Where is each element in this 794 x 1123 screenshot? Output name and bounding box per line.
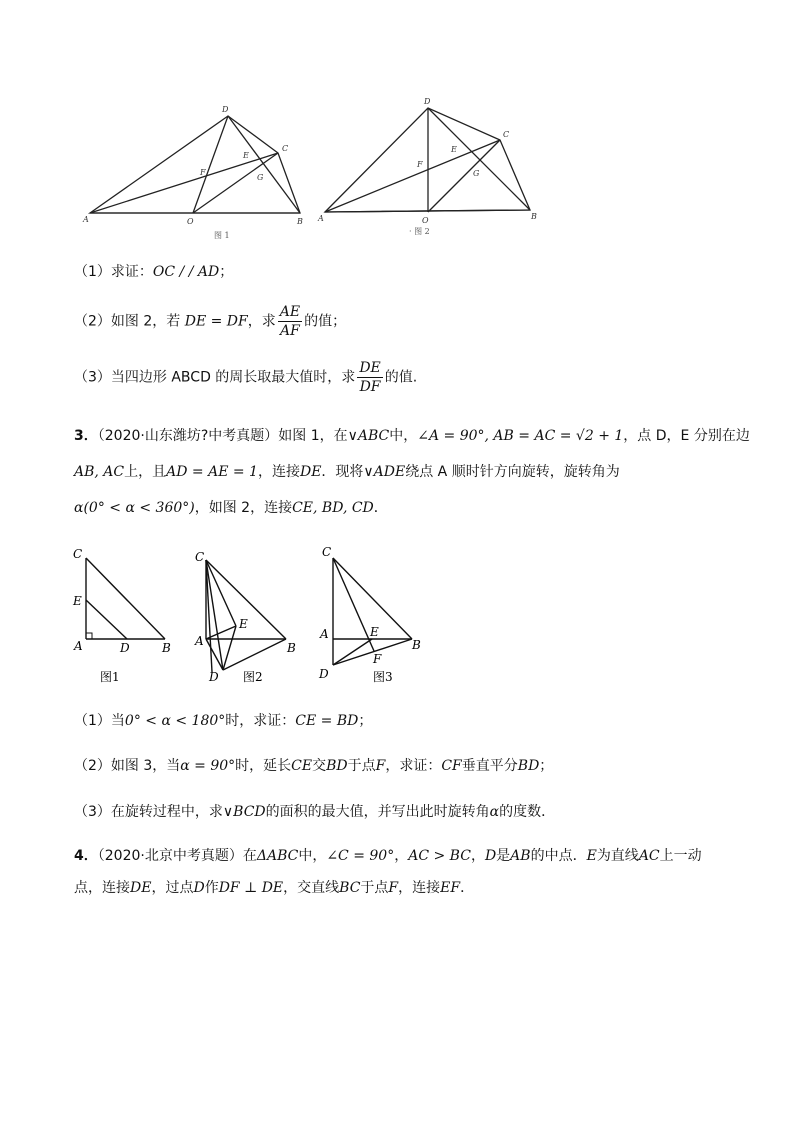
q3-part1: （1）当0° < α < 180°时，求证：CE = BD；	[74, 713, 373, 729]
q4-line2: 点，连接DE，过点D作DF ⊥ DE，交直线BC于点F，连接EF．	[74, 880, 475, 896]
q3-line3: α(0° < α < 360°)，如图 2，连接CE, BD, CD．	[74, 500, 388, 516]
q2-part1: （1）求证：OC / / AD；	[74, 264, 234, 280]
fig2-label-E: E	[451, 145, 457, 154]
q2-part2: （2）如图 2，若 DE = DF，求 $\frac{AE}{AF}$ 的值；	[74, 304, 347, 339]
q3-fig3-label-E: E	[370, 625, 379, 639]
fig2-caption: · 图 2	[409, 227, 430, 236]
q3-part2: （2）如图 3，当α = 90°时，延长CE交BD于点F，求证：CF垂直平分BD；	[74, 758, 554, 774]
fig1-label-A: A	[83, 215, 89, 224]
fig1-label-O: O	[187, 217, 194, 226]
q4-line1: 4．（2020·北京中考真题）在ΔABC中，∠C = 90°，AC > BC，D是AB的中点．E为直线AC上一动	[74, 848, 702, 864]
fig1-caption: 图 1	[214, 231, 230, 240]
q3-fig3-label-A: A	[320, 627, 329, 641]
q3-part3: （3）在旋转过程中，求∨BCD的面积的最大值，并写出此时旋转角α的度数．	[74, 804, 556, 820]
q3-line1: 3．（2020·山东潍坊?中考真题）如图 1，在∨ABC中，∠A = 90°, AB = AC = √2 + 1，点 D，E 分别在边	[74, 428, 750, 444]
q2-part3: （3）当四边形 ABCD 的周长取最大值时，求 $\frac{DE}{DF}$ 的值.	[74, 360, 418, 395]
q3-fig1-label-D: D	[120, 641, 130, 655]
fig1-label-G: G	[257, 173, 264, 182]
q3-fig2-label-C: C	[195, 550, 205, 564]
fig1-label-E: E	[243, 151, 249, 160]
fig1-label-D: D	[222, 105, 229, 114]
q3-fig1-caption: 图1	[100, 670, 120, 684]
q3-fig2-label-D: D	[209, 670, 219, 684]
fig2-label-C: C	[503, 130, 510, 139]
q3-fig3-caption: 图3	[373, 670, 393, 684]
q3-fig1-label-B: B	[162, 641, 171, 655]
top-figure-1	[80, 100, 315, 245]
fig1-label-F: F	[200, 168, 206, 177]
q3-fig1-label-A: A	[74, 639, 83, 653]
q3-fig2-label-B: B	[287, 641, 296, 655]
fig2-label-D: D	[424, 97, 431, 106]
top-figure-2	[315, 95, 545, 245]
q3-fig3-label-C: C	[322, 545, 332, 559]
q3-fig1-label-C: C	[73, 547, 83, 561]
fraction-ae-af: $\frac{AE}{AF}$	[279, 304, 301, 339]
fig2-label-A: A	[318, 214, 324, 223]
q3-fig2-label-E: E	[239, 617, 248, 631]
q3-fig3-label-F: F	[373, 652, 382, 666]
fig1-label-B: B	[297, 217, 303, 226]
q3-figures	[68, 540, 438, 690]
fraction-de-df: $\frac{DE}{DF}$	[359, 360, 381, 395]
fig2-label-B: B	[531, 212, 537, 221]
fig2-label-F: F	[417, 160, 423, 169]
q3-fig2-label-A: A	[195, 634, 204, 648]
q3-line2: AB, AC上，且AD = AE = 1，连接DE．现将∨ADE绕点 A 顺时针方向旋转，旋转角为	[74, 464, 620, 480]
q3-fig3-label-D: D	[319, 667, 329, 681]
fig2-label-O: O	[422, 216, 429, 225]
q3-fig3-label-B: B	[412, 638, 421, 652]
q3-fig1-label-E: E	[73, 594, 82, 608]
fig1-label-C: C	[282, 144, 289, 153]
q3-fig2-caption: 图2	[243, 670, 263, 684]
fig2-label-G: G	[473, 169, 480, 178]
